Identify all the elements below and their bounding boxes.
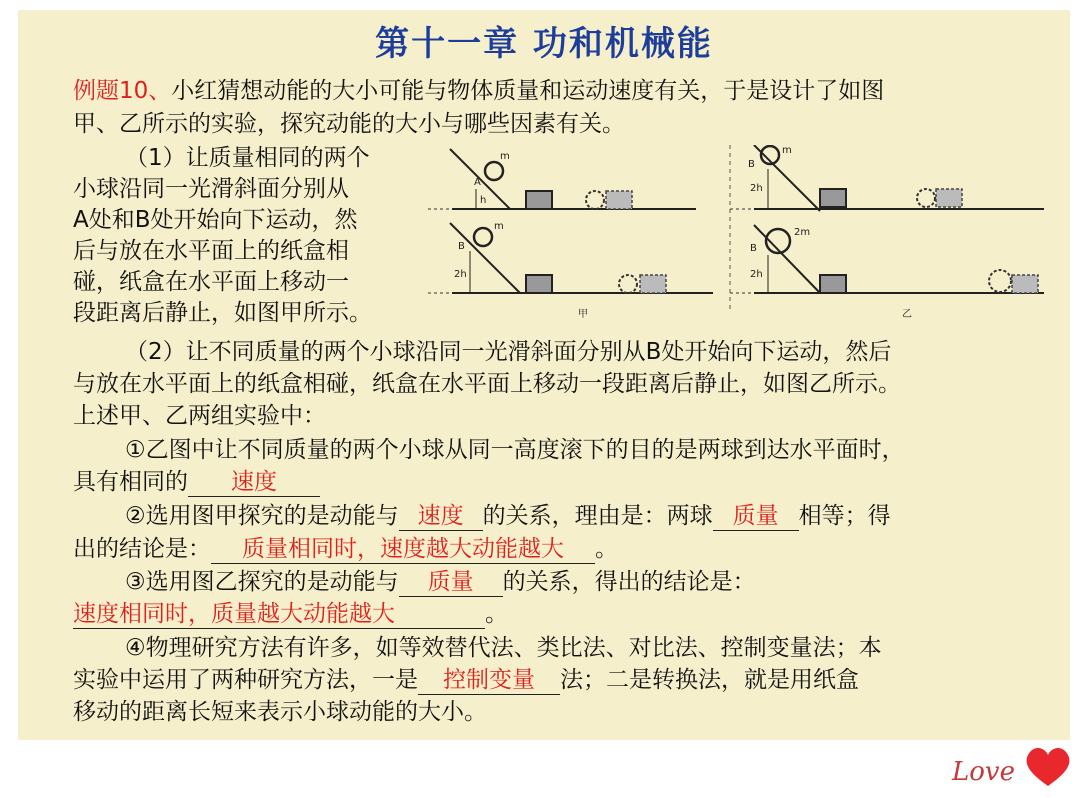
q2-line-1: ②选用图甲探究的是动能与 速度 的关系，理由是：两球 质量 相等；得 — [125, 503, 891, 529]
caption-jia: 甲 — [578, 309, 588, 320]
part2-line-2: 与放在水平面上的纸盒相碰，纸盒在水平面上移动一段距离后静止，如图乙所示。 — [73, 371, 901, 397]
q3-line-1: ③选用图乙探究的是动能与 质量 的关系，得出的结论是： — [125, 569, 756, 595]
part2-line-1: （2）让不同质量的两个小球沿同一光滑斜面分别从B处开始向下运动，然后 — [125, 339, 892, 365]
part1-line-4: 后与放在水平面上的纸盒相 — [73, 238, 349, 264]
box-near-3 — [820, 189, 846, 207]
q2-line-2: 出的结论是： 质量相同时，速度越大动能越大 。 — [73, 536, 618, 562]
part1-line-2: 小球沿同一光滑斜面分别从 — [73, 176, 349, 202]
figure-yi — [730, 145, 1044, 320]
intro-line-1: 例题10、小红猜想动能的大小可能与物体质量和运动速度有关，于是设计了如图 — [73, 78, 885, 104]
q1-line-1: ①乙图中让不同质量的两个小球从同一高度滚下的目的是两球到达水平面时， — [125, 437, 905, 463]
part1-line-3: A处和B处开始向下运动，然 — [73, 207, 358, 233]
experiment-figure — [428, 145, 1044, 325]
box-far-4 — [1012, 275, 1038, 293]
q2-answer-1: 速度 — [399, 502, 483, 531]
q4-line-1: ④物理研究方法有许多，如等效替代法、类比法、对比法、控制变量法；本 — [125, 635, 882, 661]
label-2h-3: 2h — [750, 269, 763, 280]
ball-a — [485, 162, 503, 180]
label-b-3: B — [750, 243, 757, 254]
label-a: A — [474, 177, 481, 188]
ball-b — [474, 228, 492, 246]
figure-jia — [428, 149, 713, 320]
heart-icon — [1027, 748, 1070, 786]
label-h: h — [480, 195, 487, 206]
example-label: 例题10、 — [73, 78, 172, 104]
svg-text:Love: Love — [952, 757, 1015, 787]
part1-line-6: 段距离后静止，如图甲所示。 — [73, 300, 372, 326]
q4-line-2: 实验中运用了两种研究方法，一是 控制变量 法；二是转换法，就是用纸盒 — [73, 667, 859, 693]
box-near-2 — [526, 275, 552, 293]
part1-line-1: （1）让质量相同的两个 — [125, 145, 370, 171]
label-2h: 2h — [454, 269, 467, 280]
box-far-2 — [640, 275, 666, 293]
label-m: m — [500, 151, 510, 162]
q4-line-3: 移动的距离长短来表示小球动能的大小。 — [73, 699, 487, 725]
part2-line-3: 上述甲、乙两组实验中： — [73, 403, 326, 429]
part1-line-5: 碰，纸盒在水平面上移动一 — [73, 269, 349, 295]
label-b-2: B — [748, 159, 755, 170]
q1-line-2: 具有相同的 速度 — [73, 467, 320, 497]
box-near-4 — [820, 275, 846, 293]
label-m-2: m — [494, 221, 504, 232]
q4-answer: 控制变量 — [418, 666, 560, 695]
q1-answer: 速度 — [188, 468, 320, 497]
caption-yi: 乙 — [902, 309, 912, 320]
q3-line-2: 速度相同时，质量越大动能越大 。 — [73, 601, 508, 627]
intro-line-2: 甲、乙所示的实验，探究动能的大小与哪些因素有关。 — [73, 111, 625, 137]
q2-answer-3: 质量相同时，速度越大动能越大 — [211, 535, 595, 564]
box-near — [526, 191, 552, 209]
love-watermark — [950, 740, 1075, 795]
box-far-3 — [936, 189, 962, 207]
label-b: B — [458, 241, 465, 252]
label-m-3: m — [782, 145, 792, 156]
label-2h-2: 2h — [750, 183, 763, 194]
box-far — [606, 191, 632, 209]
q3-answer-1: 质量 — [399, 568, 503, 597]
page-title: 第十一章 功和机械能 — [375, 24, 713, 64]
slide — [18, 10, 1070, 740]
q3-answer-2: 速度相同时，质量越大动能越大 — [73, 600, 485, 629]
q2-answer-2: 质量 — [713, 502, 799, 531]
label-2m: 2m — [794, 227, 811, 238]
